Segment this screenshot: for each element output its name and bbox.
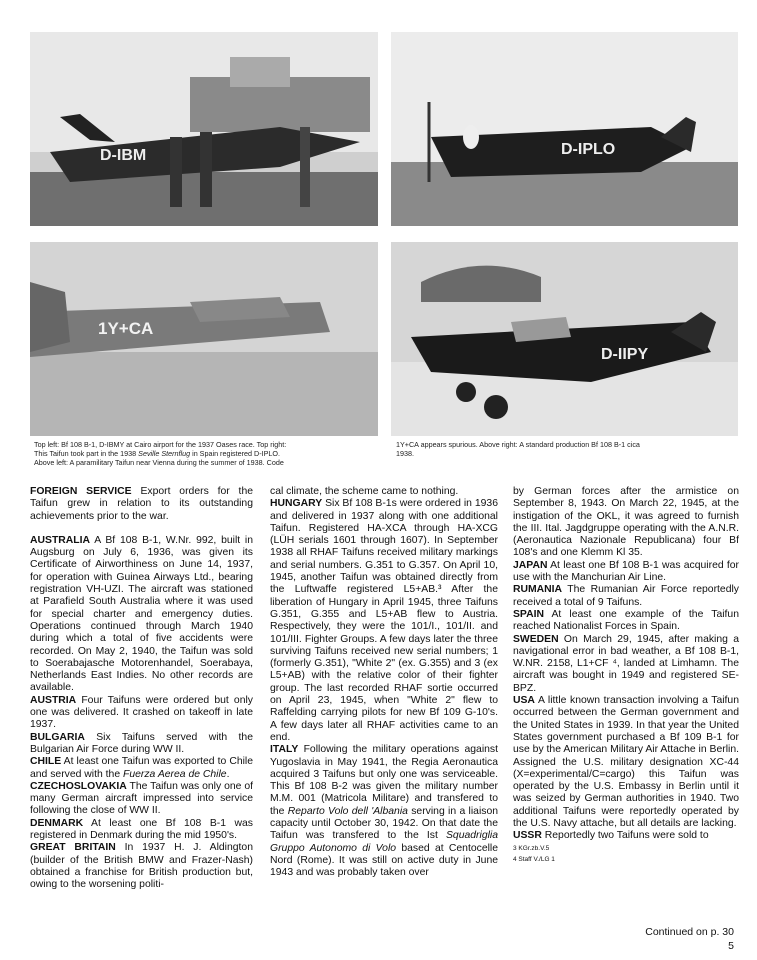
- paragraph: HUNGARY Six Bf 108 B-1s were ordered in 1936 and delivered in 1937 along with one additional Taifun. Registered HA-XCA through HA-XCG (LÜH serials 1601 through 1607). In September 1938 all RHAF Taifuns received military markings and serial numbers. G.351 to G.357. On April 10, 1945, another Taifun was obtained directly from the Luftwaffe registered L5+AB.³ After the liberation of Hungary in April 1945, three Taifuns G.351, G.355 and L5+AB flew to Austria. Respectively, they were the 101/I., 101/II. and 101/III. Fighter Groups. A few days later the three surviving Taifuns received new serial numbers; 1 (formerly G.351), "White 2" (ex. G.355) and 3 (ex L5+AB) with the relative color of their fighter group. The last recorded RHAF sortie occurred on April 23, 1945, when "White 2" flew to Raffelding carrying pilots for new Bf 109 G-10's. A few days later all RHAF activities came to an end.: [270, 498, 498, 743]
- paragraph: USA A little known transaction involving a Taifun occurred between the German government and the United States in 1939. In that year the United States government purchased a Bf 109 B-1 for use by the American Military Air Attache in Berlin. Assigned the U.S. military designation XC-44 (X=experimental/C=cargo) this Taifun was operated by the U.S. Embassy in Berlin until it was seized by German authorities in 1940. Two additional Taifuns were reportedly operated by the U.S. Navy attache, but all details are lacking.: [513, 695, 739, 830]
- caption-left: [34, 440, 374, 468]
- paragraph: CHILE At least one Taifun was exported to Chile and served with the Fuerza Aerea de Chile.: [30, 756, 253, 780]
- paragraph: ITALY Following the military operations against Yugoslavia in May 1941, the Regia Aeronautica acquired 3 Taifuns but only one was serviceable. This Bf 108 B-2 was given the military number M.M. 001 (Matricola Militare) and transfered to the Reparto Volo dell 'Albania serving in a liaison capacity until October 30, 1942. On that date the Taifun was transfered to the Ist Squadriglia Gruppo Autonomo di Volo based at Centocelle Nord (Rome). It was still on active duty in June 1943 and was probably taken over: [270, 744, 498, 879]
- registration-label: D-IIPY: [601, 346, 649, 363]
- paragraph: GREAT BRITAIN In 1937 H. J. Aldington (builder of the British BMW and Frazer-Nash) obtained a franchise for British production but, owing to the worsening politi-: [30, 842, 253, 891]
- paragraph: DENMARK At least one Bf 108 B-1 was registered in Denmark during the mid 1950's.: [30, 817, 253, 842]
- caption-line: 1Y+CA appears spurious. Above right: A standard production Bf 108 B-1 cica: [396, 440, 640, 449]
- text-column-3: [513, 486, 739, 865]
- caption-right: [396, 440, 736, 458]
- paragraph: SPAIN At least one example of the Taifun reached Nationalist Forces in Spain.: [513, 608, 739, 633]
- registration-label: D-IPLO: [561, 141, 616, 158]
- caption-line: Above left: A paramilitary Taifun near Vienna during the summer of 1938. Code: [34, 458, 284, 468]
- paragraph: AUSTRALIA A Bf 108 B-1, W.Nr. 992, built in Augsburg on July 6, 1936, was given its Certificate of Airworthiness on June 14, 1937, for operation with Guinea Airways Ltd., bearing registration VH-UZI. The aircraft was stationed at Parafield South Australia where it was used for special charter and emergency duties. Operations continued through March 1940 during which a total of five accidents were recorded. On May 2, 1940, the Taifun was sold to Soerabajasche Motorenhandel, Soerabaya, Netherlands East Indies. No other records are available.: [30, 534, 253, 694]
- continued-note: Continued on p. 30: [645, 926, 734, 938]
- footnote: 4 Staff V./LG 1: [513, 855, 555, 863]
- paragraph: BULGARIA Six Taifuns served with the Bulgarian Air Force during WW II.: [30, 731, 253, 755]
- paragraph: JAPAN At least one Bf 108 B-1 was acquired for use with the Manchurian Air Line.: [513, 559, 739, 584]
- caption-line: This Taifun took part in the 1938 Seville Sternflug in Spain registered D-IPLO.: [34, 449, 280, 459]
- caption-line: Top left: Bf 108 B-1, D-IBMY at Cairo airport for the 1937 Oases race. Top right:: [34, 440, 287, 449]
- caption-line: 1938.: [396, 449, 414, 459]
- footnote: 3 KGr.zb.V.5: [513, 844, 550, 852]
- paragraph: FOREIGN SERVICE Export orders for the Taifun grew in relation to its outstanding achievements prior to the war.: [30, 486, 253, 522]
- registration-label: 1Y+CA: [98, 319, 154, 338]
- photo-bottom-left: [30, 242, 378, 436]
- paragraph: CZECHOSLOVAKIA The Taifun was only one of many German aircraft impressed into service following the close of WW II.: [30, 780, 253, 817]
- photo-top-right: [391, 32, 738, 226]
- paragraph: by German forces after the armistice on September 8, 1943. On March 22, 1945, at the instigation of the OKL, it was agreed to furnish the III. Ital. Jagdgruppe operating with the A.N.R. (Aeronautica Nazionale Republicana) four Bf 108's and one Klemm Kl 35.: [513, 486, 739, 559]
- paragraph: USSR Reportedly two Taifuns were sold to: [513, 830, 709, 842]
- text-column-2: [270, 486, 498, 880]
- paragraph: SWEDEN On March 29, 1945, after making a navigational error in bad weather, a Bf 108 B-1, W.NR. 2158, L1+CF ⁴, landed at Limhamn. The aircraft was bought in 1949 and registered SE-BPZ.: [513, 633, 739, 694]
- photo-bottom-right: [391, 242, 738, 436]
- text-column-1: [30, 486, 253, 892]
- paragraph: cal climate, the scheme came to nothing.: [270, 486, 459, 497]
- page-number: 5: [728, 940, 734, 952]
- paragraph: AUSTRIA Four Taifuns were ordered but only one was delivered. It crashed on takeoff in late 1937.: [30, 694, 253, 731]
- paragraph: RUMANIA The Rumanian Air Force reportedly received a total of 9 Taifuns.: [513, 584, 739, 608]
- registration-label: D-IBM: [100, 147, 147, 164]
- photo-top-left: [30, 32, 378, 226]
